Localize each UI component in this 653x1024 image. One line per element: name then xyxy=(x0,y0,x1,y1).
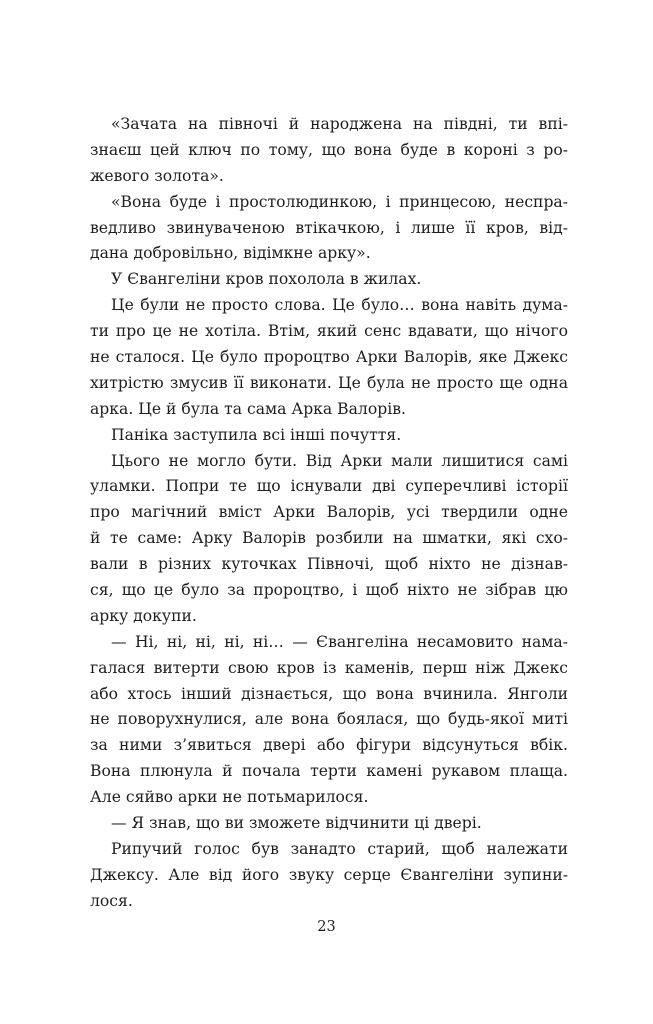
text-line: галася витерти свою кров із каменів, перш ніж Джекс xyxy=(90,658,568,677)
text-line: Це були не просто слова. Це було… вона навіть дума- xyxy=(111,296,568,315)
text-line: вали в різних куточках Півночі, щоб ніхто не дізнав- xyxy=(90,555,568,574)
text-line: дана добровільно, відімкне арку». xyxy=(90,244,371,263)
text-line: арку докупи. xyxy=(90,606,197,625)
text-line: Рипучий голос був занадто старий, щоб належати xyxy=(111,839,568,858)
text-line: уламки. Попри те що існували дві суперечливі історії xyxy=(90,477,568,496)
text-line: Джексу. Але від його звуку серце Євангеліни зупини- xyxy=(90,865,568,884)
text-line: У Євангеліни кров похолола в жилах. xyxy=(111,270,422,289)
text-line: арка. Це й була та сама Арка Валорів. xyxy=(90,399,406,418)
text-line: про магічний вміст Арки Валорів, усі твердили одне xyxy=(90,503,568,522)
text-line: лося. xyxy=(90,891,133,910)
text-line: знаєш цей ключ по тому, що вона буде в короні з ро- xyxy=(90,140,568,159)
text-line: «Зачата на півночі й народжена на півдні, ти впі- xyxy=(111,115,568,133)
text-line: Цього не могло бути. Від Арки мали лишитися самі xyxy=(111,451,568,470)
text-line: — Я знав, що ви зможете відчинити ці двері. xyxy=(111,814,482,833)
text-line: Вона плюнула й почала терти камені рукавом плаща. xyxy=(90,762,568,781)
body-text xyxy=(90,112,568,915)
text-line: «Вона буде і простолюдинкою, і принцесою, неспра- xyxy=(111,192,568,211)
text-line: й те саме: Арку Валорів розбили на шматки, які схо- xyxy=(90,529,568,548)
text-line: жевого золота». xyxy=(90,166,224,185)
text-line: не поворухнулися, але вона боялася, що будь-якої миті xyxy=(90,710,568,729)
text-line: Паніка заступила всі інші почуття. xyxy=(111,425,402,444)
text-line: ти про це не хотіла. Втім, який сенс вдавати, що нічого xyxy=(90,322,568,341)
text-line: або хтось інший дізнається, що вона вчинила. Янголи xyxy=(90,684,568,703)
text-line: ся, що це було за пророцтво, і щоб ніхто не зібрав цю xyxy=(90,581,568,600)
text-line: Але сяйво арки не потьмарилося. xyxy=(90,788,369,807)
text-line: не сталося. Це було пророцтво Арки Валорів, яке Джекс xyxy=(90,348,568,367)
text-line: за ними з’явиться двері або фігури відсунуться вбік. xyxy=(90,736,568,755)
page-number: 23 xyxy=(317,919,336,935)
text-line: ведливо звинуваченою втікачкою, і лише її кров, від- xyxy=(90,218,568,237)
text-line: — Ні, ні, ні, ні, ні… — Євангеліна несамовито нама- xyxy=(111,632,568,651)
text-line: хитрістю змусив її виконати. Це була не просто ще одна xyxy=(90,373,568,392)
